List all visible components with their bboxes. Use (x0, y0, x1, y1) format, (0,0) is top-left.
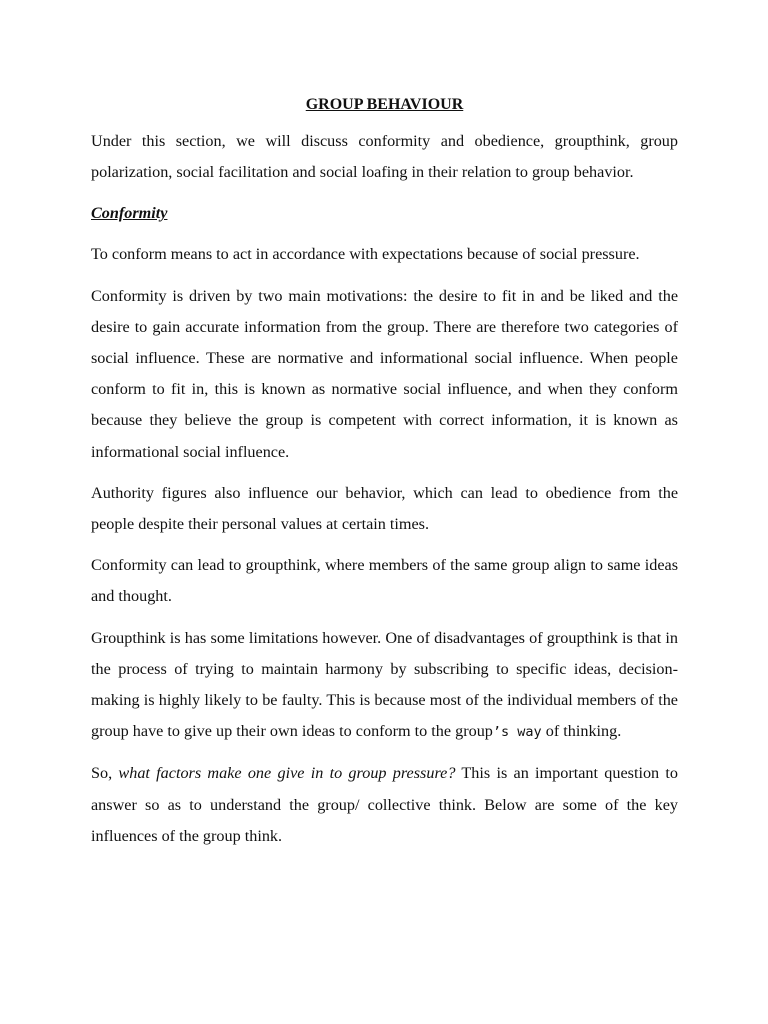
document-page (91, 92, 678, 862)
group-pressure-rest: This is an important question to answer so as to understand the group/ collective think. Below are some of the key influences of the group think. (91, 764, 678, 845)
group-pressure-paragraph (91, 758, 678, 852)
motivations-paragraph: Conformity is driven by two main motivations: the desire to fit in and be liked and the desire to gain accurate information from the group. There are therefore two categories of social influence. These are normative and informational social influence. When people conform to fit in, this is known as normative social influence, and when they conform because they believe the group is competent with correct information, it is known as informational social influence. (91, 286, 678, 461)
section-heading-conformity: Conformity (91, 204, 168, 223)
groupthink-limitations-paragraph (91, 623, 678, 749)
groupthink-limitations-mono-text: ’s way (492, 724, 542, 741)
document-title: GROUP BEHAVIOUR (305, 96, 464, 113)
groupthink-limitations-text: Groupthink is has some limitations however. One of disadvantages of groupthink is that in the process of trying to maintain harmony by subscribing to specific ideas, decision-making is highly likely to be faulty. This is because most of the individual members of the group have to give up their own ideas to conform to the group (91, 628, 678, 741)
group-pressure-lead: So, (91, 764, 119, 783)
groupthink-limitations-end: of thinking. (545, 722, 622, 741)
intro-paragraph: Under this section, we will discuss conformity and obedience, groupthink, group polarization, social facilitation and social loafing in their relation to group behavior. (91, 132, 678, 182)
groupthink-intro-paragraph: Conformity can lead to groupthink, where members of the same group align to same ideas and thought. (91, 556, 678, 606)
authority-paragraph: Authority figures also influence our behavior, which can lead to obedience from the people despite their personal values at certain times. (91, 483, 678, 534)
definition-paragraph: To conform means to act in accordance with expectations because of social pressure. (91, 245, 640, 264)
group-pressure-question: what factors make one give in to group pressure? (118, 764, 456, 783)
